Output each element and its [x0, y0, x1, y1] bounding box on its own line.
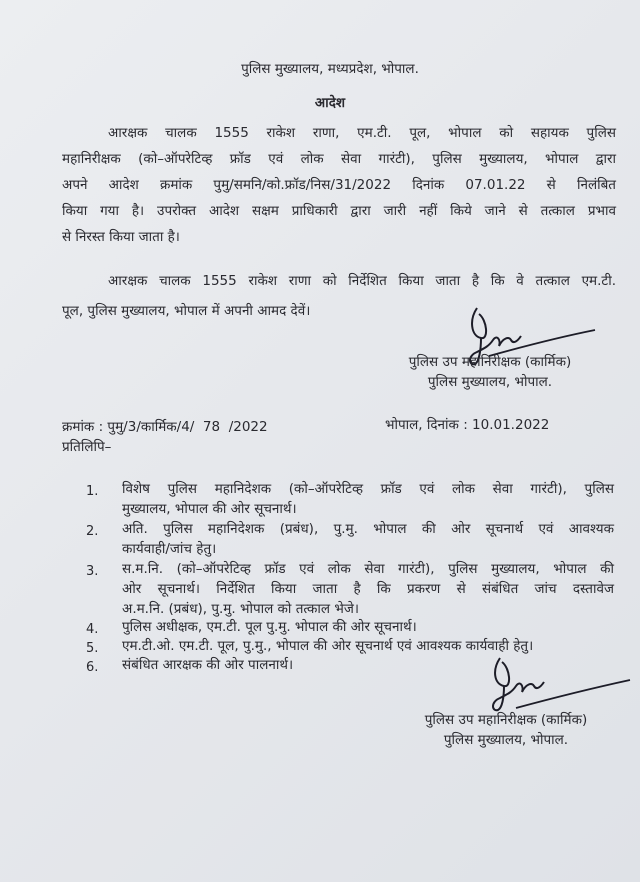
- para1-line: आरक्षक चालक 1555 राकेश राणा, एम.टी. पूल, भोपाल को सहायक पुलिस: [108, 125, 616, 141]
- copy-label: प्रतिलिपि–: [62, 439, 112, 455]
- list-number: 4.: [86, 622, 99, 637]
- order-title: आदेश: [314, 95, 346, 111]
- list-item-line: संबंधित आरक्षक की ओर पालनार्थ।: [122, 657, 294, 673]
- list-number: 1.: [86, 484, 99, 499]
- list-item-line: कार्यवाही/जांच हेतु।: [122, 541, 217, 557]
- para1-line: किया गया है। उपरोक्त आदेश सक्षम प्राधिकारी द्वारा जारी नहीं किये जाने से तत्काल प्रभाव: [62, 203, 616, 219]
- list-item-line: पुलिस अधीक्षक, एम.टी. पूल पु.मु. भोपाल की ओर सूचनार्थ।: [122, 619, 417, 635]
- para1-line: अपने आदेश क्रमांक पुमु/समनि/को.फ्रॉड/निस/31/2022 दिनांक 07.01.22 से निलंबित: [62, 177, 616, 193]
- list-number: 2.: [86, 524, 99, 539]
- order-number: क्रमांक : पुमु/3/कार्मिक/4/ 78 /2022: [62, 419, 268, 435]
- para1-line: महानिरीक्षक (को–ऑपरेटिव्ह फ्रॉड एवं लोक सेवा गारंटी), पुलिस मुख्यालय, भोपाल द्वारा: [62, 151, 616, 167]
- list-item-line: अति. पुलिस महानिदेशक (प्रबंध), पु.मु. भोपाल की ओर सूचनार्थ एवं आवश्यक: [122, 521, 614, 537]
- list-number: 6.: [86, 660, 99, 675]
- list-item-line: स.म.नि. (को–ऑपरेटिव्ह फ्रॉड एवं लोक सेवा गारंटी), पुलिस मुख्यालय, भोपाल की: [122, 561, 614, 577]
- para2-line: आरक्षक चालक 1555 राकेश राणा को निर्देशित किया जाता है कि वे तत्काल एम.टी.: [108, 273, 616, 289]
- office-header: पुलिस मुख्यालय, मध्यप्रदेश, भोपाल.: [241, 61, 419, 77]
- list-item-line: अ.म.नि. (प्रबंध), पु.मु. भोपाल को तत्काल भेजे।: [122, 601, 359, 617]
- signatory1-designation: पुलिस उप महानिरीक्षक (कार्मिक): [408, 354, 572, 370]
- list-item-line: एम.टी.ओ. एम.टी. पूल, पु.मु., भोपाल की ओर सूचनार्थ एवं आवश्यक कार्यवाही हेतु।: [122, 638, 534, 654]
- place-date: भोपाल, दिनांक : 10.01.2022: [385, 417, 550, 433]
- signatory2-office: पुलिस मुख्यालय, भोपाल.: [443, 732, 569, 748]
- list-item-line: विशेष पुलिस महानिदेशक (को–ऑपरेटिव्ह फ्रॉड एवं लोक सेवा गारंटी), पुलिस: [122, 481, 614, 497]
- list-item-line: ओर सूचनार्थ। निर्देशित किया जाता है कि प्रकरण से संबंधित जांच दस्तावेज: [122, 581, 614, 597]
- signatory1-office: पुलिस मुख्यालय, भोपाल.: [427, 374, 553, 390]
- signatory2-designation: पुलिस उप महानिरीक्षक (कार्मिक): [424, 712, 588, 728]
- list-number: 5.: [86, 641, 99, 656]
- list-number: 3.: [86, 564, 99, 579]
- para1-line: से निरस्त किया जाता है।: [62, 229, 180, 245]
- list-item-line: मुख्यालय, भोपाल की ओर सूचनार्थ।: [122, 501, 297, 517]
- para2-line: पूल, पुलिस मुख्यालय, भोपाल में अपनी आमद देवें।: [62, 303, 311, 319]
